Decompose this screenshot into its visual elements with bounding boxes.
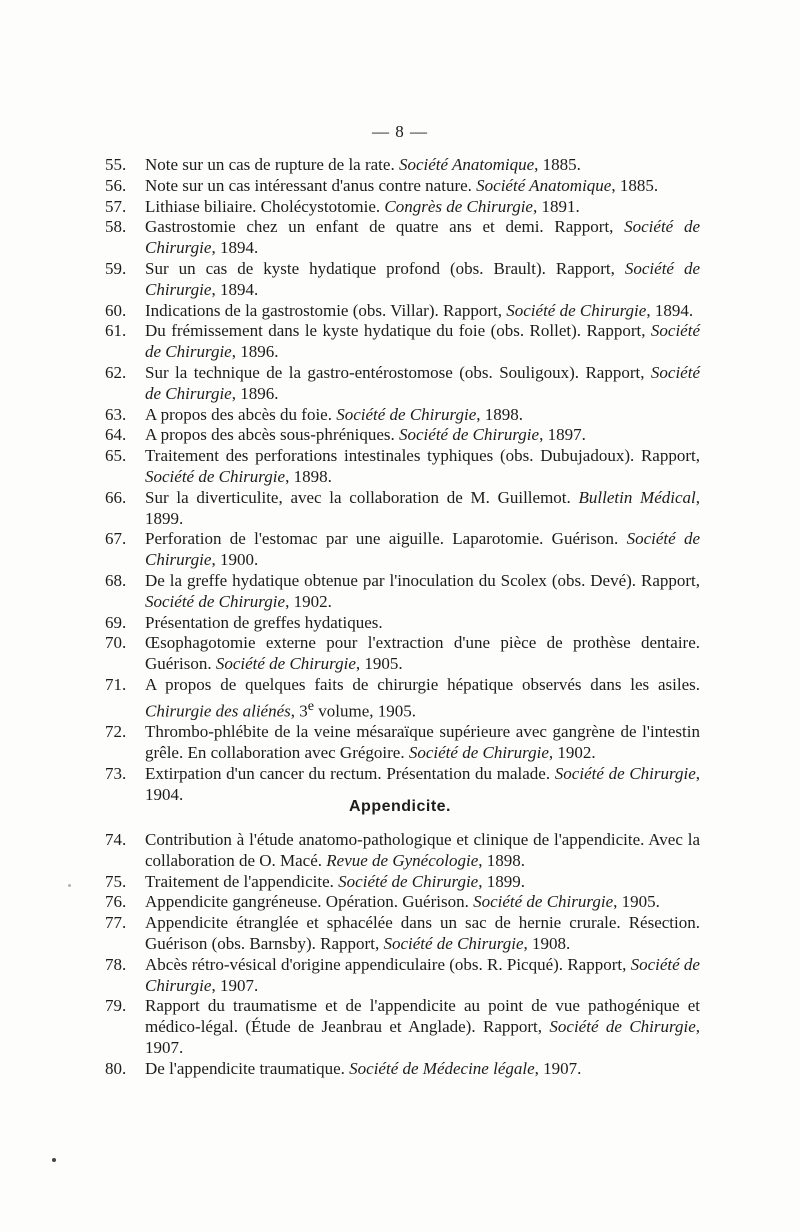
paper-speck	[68, 884, 71, 887]
entry-text	[145, 830, 700, 872]
bibliography-entry	[100, 722, 700, 764]
entry-text	[145, 613, 700, 634]
publication-title: Société de Chirurgie	[215, 654, 356, 674]
entry-text-run: Œsophagotomie externe pour l'extraction d'une pièce de prothèse dentaire. Guérison.	[145, 633, 700, 674]
publication-title: Chirurgie des aliénés	[145, 701, 291, 721]
entry-text	[145, 217, 700, 259]
bibliography-entry	[100, 675, 700, 722]
bibliography-entry	[100, 1059, 700, 1080]
publication-title: Société de Chirurgie	[383, 933, 524, 953]
publication-title: Société de Chirurgie	[145, 217, 700, 258]
bibliography-entry	[100, 363, 700, 405]
entry-number: 72.	[105, 722, 127, 742]
entry-text-run: , 1900.	[211, 550, 259, 570]
publication-title: Société Anatomique	[398, 155, 535, 174]
entry-text-run: volume, 1905.	[314, 701, 417, 721]
publication-title: Société de Chirurgie	[408, 742, 549, 762]
entry-text-run: , 1905.	[613, 892, 660, 912]
entry-text-run: , 1902.	[548, 742, 596, 762]
entry-text-run: Contribution à l'étude anatomo-pathologique et clinique de l'appendicite. Avec la collaboration de O. Macé.	[145, 830, 700, 870]
publication-title: Société de Chirurgie	[145, 321, 700, 362]
entry-text	[145, 955, 700, 997]
entry-text-run: Traitement de l'appendicite.	[145, 871, 339, 891]
bibliography-entry	[100, 613, 700, 634]
entry-text	[145, 197, 700, 218]
entry-text-run: , 1898.	[285, 466, 332, 486]
section-heading: Appendicite.	[348, 798, 451, 815]
publication-title: Société de Médecine légale	[349, 1058, 535, 1078]
entry-text-run: , 1894.	[646, 300, 694, 320]
entry-number: 63.	[105, 404, 127, 424]
entry-text	[145, 892, 700, 913]
publication-title: Société de Chirurgie	[554, 763, 696, 783]
entry-number: 59.	[105, 258, 127, 278]
bibliography-entry	[100, 571, 700, 613]
entry-text-run: Rapport du traumatisme et de l'appendicite au point de vue pathogénique et médico-légal. (Étude de Jeanbrau et Anglade). Rapport,	[145, 996, 700, 1037]
entry-text-run: Note sur un cas de rupture de la rate.	[145, 155, 399, 174]
appendicite-bibliography-list	[100, 830, 700, 1080]
entry-text-run: , 1899.	[478, 871, 525, 891]
entry-number: 62.	[105, 362, 127, 382]
entry-text-run: A propos des abcès du foie.	[145, 404, 337, 424]
entry-text-run: , 1897.	[539, 425, 586, 445]
entry-text-run: , 1898.	[478, 850, 525, 870]
entry-number: 75.	[105, 871, 127, 891]
publication-title: Congrès de Chirurgie	[384, 196, 533, 216]
entry-text-run: , 1907.	[534, 1058, 582, 1078]
entry-number: 80.	[105, 1058, 127, 1078]
entry-text-run: De la greffe hydatique obtenue par l'inoculation du Scolex (obs. Devé). Rapport,	[145, 570, 700, 590]
entry-text-run: Thrombo-phlébite de la veine mésaraïque supérieure avec gangrène de l'intestin grêle. En collaboration avec Grégoire.	[145, 722, 700, 762]
entry-number: 70.	[105, 633, 127, 653]
bibliography-entry	[100, 301, 700, 322]
entry-text-run: Appendicite gangréneuse. Opération. Guérison.	[145, 892, 474, 912]
bibliography-entry	[100, 197, 700, 218]
entry-text	[145, 571, 700, 613]
bibliography-entry	[100, 913, 700, 955]
bibliography-entry	[100, 872, 700, 893]
publication-title: Société de Chirurgie	[473, 892, 614, 912]
entry-number: 57.	[105, 196, 127, 216]
entry-text-run: , 1891.	[532, 196, 580, 216]
entry-text-run: Abcès rétro-vésical d'origine appendiculaire (obs. R. Picqué). Rapport,	[145, 954, 631, 974]
entry-number: 60.	[105, 300, 127, 320]
publication-title: Société de Chirurgie	[399, 425, 540, 445]
entry-text	[145, 529, 700, 571]
entry-text-run: Appendicite étranglée et sphacélée dans un sac de hernie crurale. Résection. Guérison (obs. Barnsby). Rapport,	[145, 913, 700, 953]
entry-number: 74.	[105, 830, 127, 849]
entry-text-run: , 1908.	[523, 933, 571, 953]
bibliography-entry	[100, 155, 700, 176]
entry-text	[145, 363, 700, 405]
entry-text-run: , 1894.	[211, 238, 259, 258]
entry-text	[145, 405, 700, 426]
entry-text	[145, 1059, 700, 1080]
publication-title: Société de Chirurgie	[145, 258, 700, 299]
publication-title: Société de Chirurgie	[506, 300, 647, 320]
entry-text-run: De l'appendicite traumatique.	[145, 1058, 350, 1078]
entry-text	[145, 155, 700, 176]
entry-number: 76.	[105, 892, 127, 912]
bibliography-entry	[100, 259, 700, 301]
entry-text-run: , 1905.	[355, 654, 403, 674]
entry-text	[145, 176, 700, 197]
publication-title: Société de Chirurgie	[145, 529, 700, 570]
entry-text-run: Extirpation d'un cancer du rectum. Présentation du malade.	[145, 763, 555, 783]
entry-number: 73.	[105, 763, 127, 783]
bibliography-entry	[100, 217, 700, 259]
bibliography-entry	[100, 405, 700, 426]
page-number: — 8 —	[372, 122, 428, 141]
bibliography-entry	[100, 321, 700, 363]
entry-text-run: , 1902.	[285, 591, 332, 611]
paper-speck	[52, 1158, 56, 1162]
entry-number: 67.	[105, 529, 127, 549]
entry-text-run: Perforation de l'estomac par une aiguille. Laparotomie. Guérison.	[145, 529, 627, 549]
publication-title: Société de Chirurgie	[336, 404, 477, 424]
entry-text-run: , 1907.	[145, 1017, 701, 1057]
entry-text	[145, 872, 700, 893]
publication-title: Société de Chirurgie	[145, 954, 700, 995]
entry-text	[145, 633, 700, 675]
publication-title: Société Anatomique	[476, 175, 612, 195]
entry-text-run: Sur la diverticulite, avec la collaboration de M. Guillemot.	[145, 487, 579, 507]
entry-text-run: , 1894.	[211, 279, 259, 299]
entry-text	[145, 446, 700, 488]
entry-text-run: , 1896.	[231, 383, 279, 403]
publication-title: Société de Chirurgie	[338, 871, 479, 891]
entry-number: 78.	[105, 954, 127, 974]
publication-title: Bulletin Médical	[578, 487, 696, 507]
bibliography-entry	[100, 446, 700, 488]
bibliography-entry	[100, 488, 700, 530]
bibliography-entry	[100, 529, 700, 571]
entry-number: 58.	[105, 217, 127, 237]
entry-text-run: Traitement des perforations intestinales typhiques (obs. Dubujadoux). Rapport,	[145, 446, 700, 466]
entry-text-run: Du frémissement dans le kyste hydatique du foie (obs. Rollet). Rapport,	[145, 321, 651, 341]
entry-number: 65.	[105, 446, 127, 466]
superscript: e	[307, 697, 315, 714]
bibliography-entry	[100, 425, 700, 446]
entry-text-run: , 3	[290, 701, 308, 721]
entry-text	[145, 425, 700, 446]
entry-number: 56.	[105, 175, 127, 195]
entry-text-run: , 1904.	[145, 763, 700, 804]
entry-text-run: Note sur un cas intéressant d'anus contre nature.	[145, 175, 477, 195]
entry-number: 66.	[105, 487, 127, 507]
bibliography-entry	[100, 955, 700, 997]
entry-number: 68.	[105, 570, 127, 590]
entry-number: 71.	[105, 674, 127, 694]
publication-title: Société de Chirurgie	[145, 466, 286, 486]
entry-text	[145, 321, 700, 363]
entry-text-run: A propos de quelques faits de chirurgie hépatique observés dans les asiles.	[145, 674, 700, 694]
entry-text-run: , 1907.	[211, 975, 259, 995]
bibliography-entry	[100, 892, 700, 913]
entry-text	[145, 722, 700, 764]
entry-text-run: Sur un cas de kyste hydatique profond (obs. Brault). Rapport,	[145, 258, 625, 278]
entry-text-run: , 1896.	[231, 342, 279, 362]
entry-number: 79.	[105, 996, 127, 1016]
entry-text-run: Sur la technique de la gastro-entérostomose (obs. Souligoux). Rapport,	[145, 362, 651, 382]
entry-text-run: Présentation de greffes hydatiques.	[145, 612, 383, 632]
publication-title: Revue de Gynécologie	[326, 850, 479, 870]
entry-text	[145, 488, 700, 530]
entry-text-run: , 1899.	[145, 487, 700, 528]
entry-text	[145, 675, 700, 722]
entry-text	[145, 301, 700, 322]
entry-text-run: , 1885.	[611, 175, 659, 195]
bibliography-entry	[100, 633, 700, 675]
entry-number: 55.	[105, 155, 127, 174]
bibliography-entry	[100, 996, 700, 1058]
entry-text-run: Indications de la gastrostomie (obs. Villar). Rapport,	[145, 300, 507, 320]
entry-text-run: Lithiase biliaire. Cholécystotomie.	[145, 196, 385, 216]
entry-text-run: Gastrostomie chez un enfant de quatre ans et demi. Rapport,	[145, 217, 625, 237]
bibliography-list	[100, 155, 700, 805]
publication-title: Société de Chirurgie	[145, 591, 286, 611]
entry-number: 69.	[105, 612, 127, 632]
bibliography-entry	[100, 176, 700, 197]
entry-number: 61.	[105, 321, 127, 341]
bibliography-entry	[100, 830, 700, 872]
entry-text-run: , 1885.	[534, 155, 581, 174]
publication-title: Société de Chirurgie	[145, 362, 700, 403]
entry-text-run: A propos des abcès sous-phréniques.	[145, 425, 400, 445]
entry-text	[145, 913, 700, 955]
entry-text	[145, 996, 700, 1058]
entry-number: 64.	[105, 425, 127, 445]
entry-number: 77.	[105, 913, 127, 933]
entry-text-run: , 1898.	[476, 404, 524, 424]
publication-title: Société de Chirurgie	[549, 1017, 696, 1037]
entry-text	[145, 259, 700, 301]
